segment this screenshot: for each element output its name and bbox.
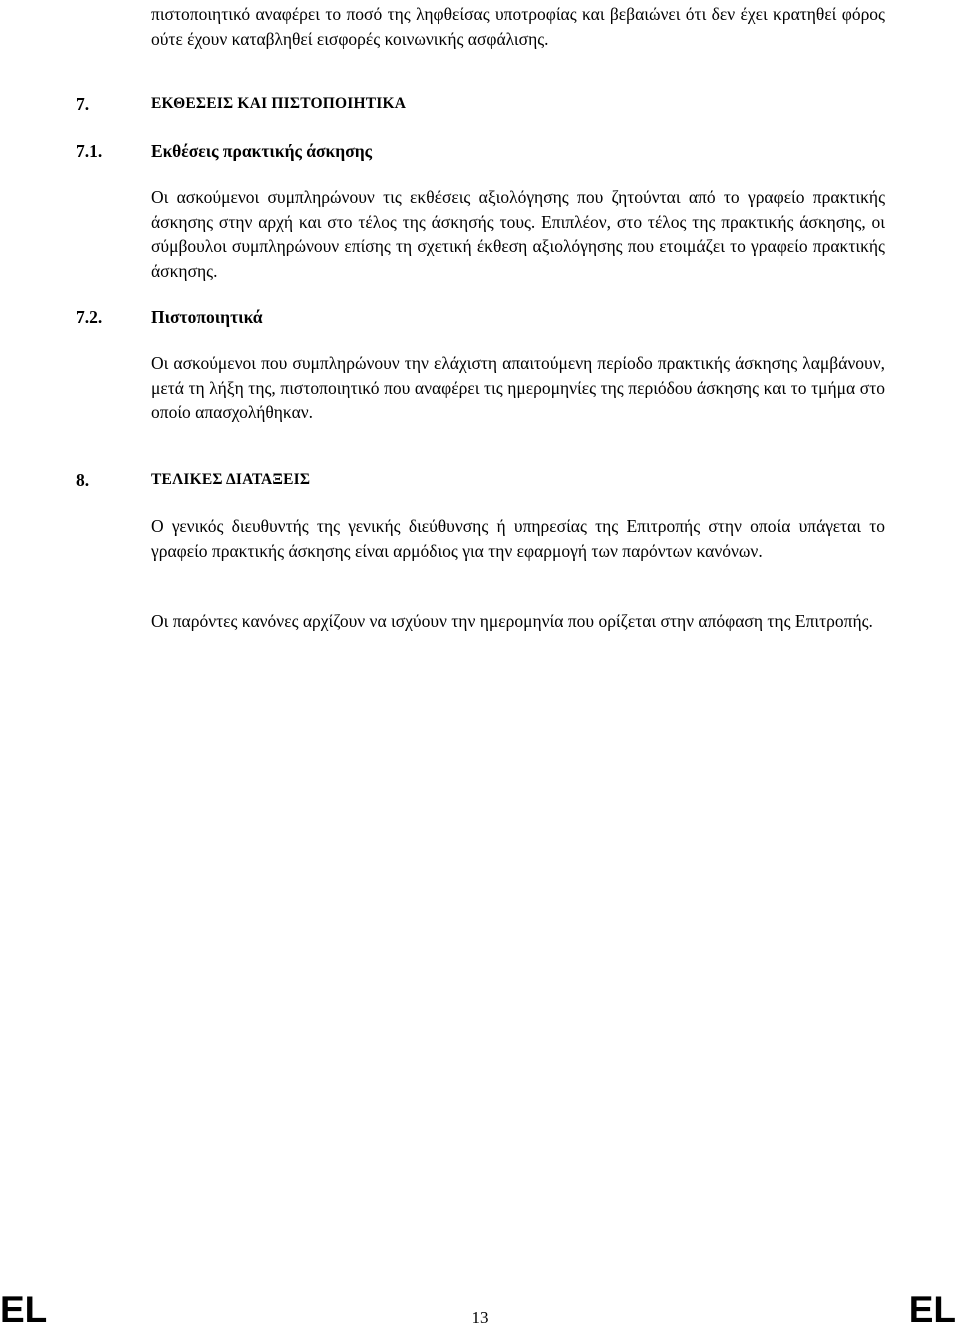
- footer-language-right: EL: [908, 1289, 956, 1330]
- intro-paragraph: πιστοποιητικό αναφέρει το ποσό της ληφθείσας υποτροφίας και βεβαιώνει ότι δεν έχει κρατηθεί φόρος ούτε έχουν καταβληθεί εισφορές κοινωνικής ασφάλισης.: [151, 4, 885, 49]
- section-8-number: 8.: [76, 470, 90, 490]
- section-7-2-number: 7.2.: [76, 307, 103, 327]
- section-7-number: 7.: [76, 94, 90, 114]
- section-8-title: ΤΕΛΙΚΕΣ ΔΙΑΤΑΞΕΙΣ: [151, 471, 311, 488]
- section-7-1-paragraph: Οι ασκούμενοι συμπληρώνουν τις εκθέσεις αξιολόγησης που ζητούνται από το γραφείο πρακτικής άσκησης στην αρχή και στο τέλος της άσκησής τους. Επιπλέον, στο τέλος της πρακτικής άσκησης, οι σύμβουλοι συμπληρώνουν επίσης τη σχετική έκθεση αξιολόγησης που ετοιμάζει το γραφείο πρακτικής άσκησης.: [151, 187, 885, 281]
- section-7-1-title: Εκθέσεις πρακτικής άσκησης: [151, 141, 373, 161]
- section-7-2-title: Πιστοποιητικά: [151, 307, 263, 327]
- footer-language-left: EL: [0, 1289, 48, 1330]
- section-8-paragraph-2: Οι παρόντες κανόνες αρχίζουν να ισχύουν την ημερομηνία που ορίζεται στην απόφαση της Επιτροπής.: [151, 611, 873, 631]
- section-7-1-number: 7.1.: [76, 141, 103, 161]
- section-7-title: ΕΚΘΕΣΕΙΣ ΚΑΙ ΠΙΣΤΟΠΟΙΗΤΙΚΑ: [151, 95, 407, 112]
- section-8-paragraph-1: Ο γενικός διευθυντής της γενικής διεύθυνσης ή υπηρεσίας της Επιτροπής στην οποία υπάγεται το γραφείο πρακτικής άσκησης είναι αρμόδιος για την εφαρμογή των παρόντων κανόνων.: [151, 516, 885, 561]
- section-7-2-paragraph: Οι ασκούμενοι που συμπληρώνουν την ελάχιστη απαιτούμενη περίοδο πρακτικής άσκησης λαμβάνουν, μετά τη λήξη της, πιστοποιητικό που αναφέρει τις ημερομηνίες της περιόδου άσκησης και το τμήμα στο οποίο απασχολήθηκαν.: [151, 353, 885, 422]
- page-number: 13: [471, 1308, 489, 1327]
